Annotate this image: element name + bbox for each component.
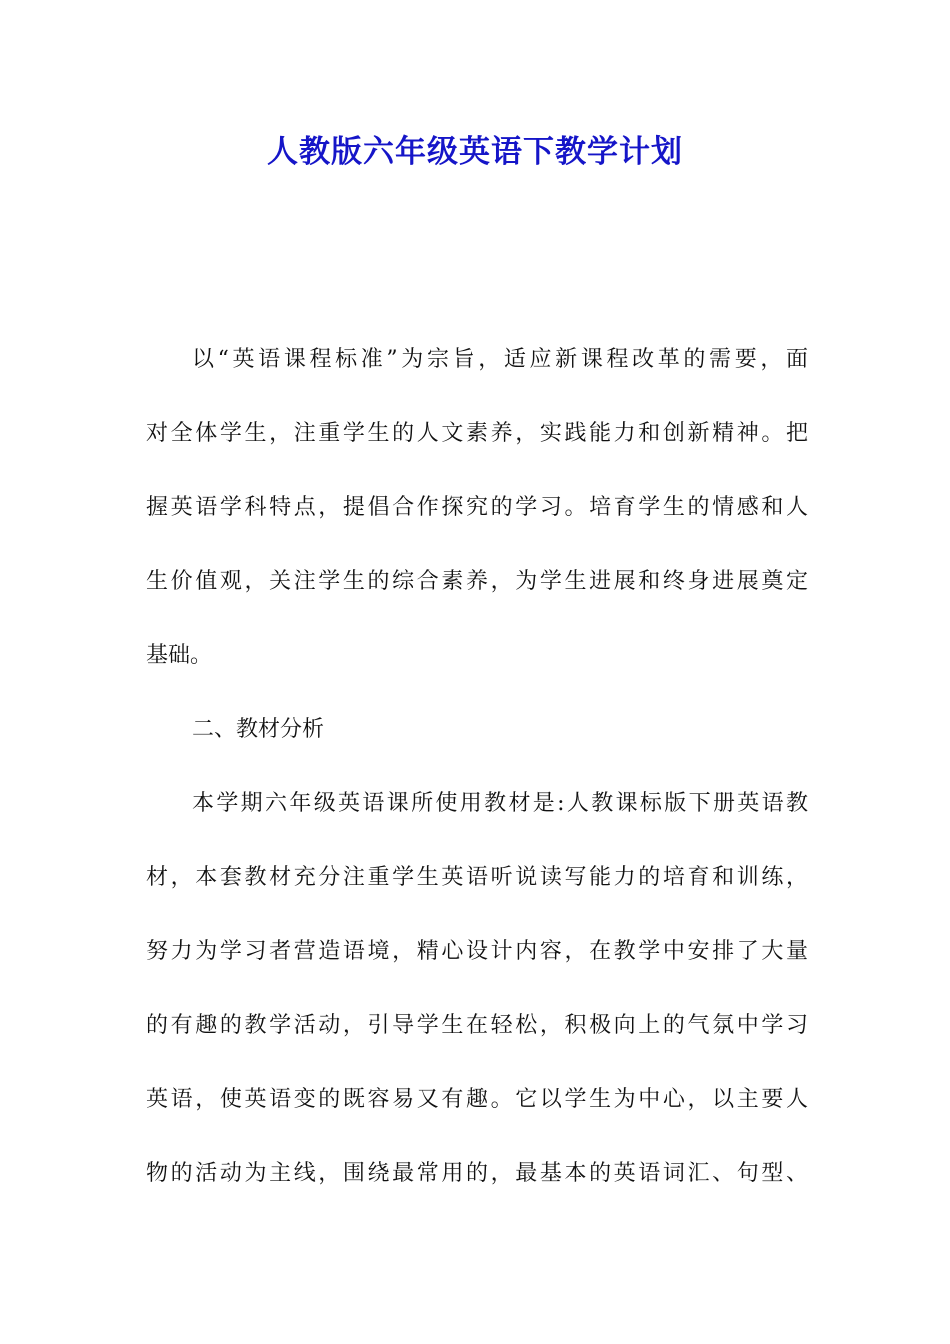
paragraph-line: 的有趣的教学活动，引导学生在轻松，积极向上的气氛中学习 <box>146 1013 808 1038</box>
paragraph-line: 握英语学科特点，提倡合作探究的学习。培育学生的情感和人 <box>146 495 808 520</box>
paragraph-line: 英语，使英语变的既容易又有趣。它以学生为中心，以主要人 <box>146 1087 808 1112</box>
paragraph-line: 基础。 <box>146 643 213 668</box>
section-heading: 二、教材分析 <box>192 717 325 742</box>
paragraph-line: 以“英语课程标准”为宗旨，适应新课程改革的需要，面 <box>192 347 808 372</box>
document-body <box>146 340 808 1228</box>
paragraph-line: 对全体学生，注重学生的人文素养，实践能力和创新精神。把 <box>146 421 808 446</box>
paragraph-line: 生价值观，关注学生的综合素养，为学生进展和终身进展奠定 <box>146 569 808 594</box>
paragraph-line: 努力为学习者营造语境，精心设计内容，在教学中安排了大量 <box>146 939 808 964</box>
paragraph-line: 材，本套教材充分注重学生英语听说读写能力的培育和训练， <box>146 865 808 890</box>
paragraph-line: 本学期六年级英语课所使用教材是:人教课标版下册英语教 <box>192 791 808 816</box>
document-title: 人教版六年级英语下教学计划 <box>267 134 683 170</box>
paragraph-line: 物的活动为主线，围绕最常用的，最基本的英语词汇、句型、 <box>146 1161 808 1186</box>
